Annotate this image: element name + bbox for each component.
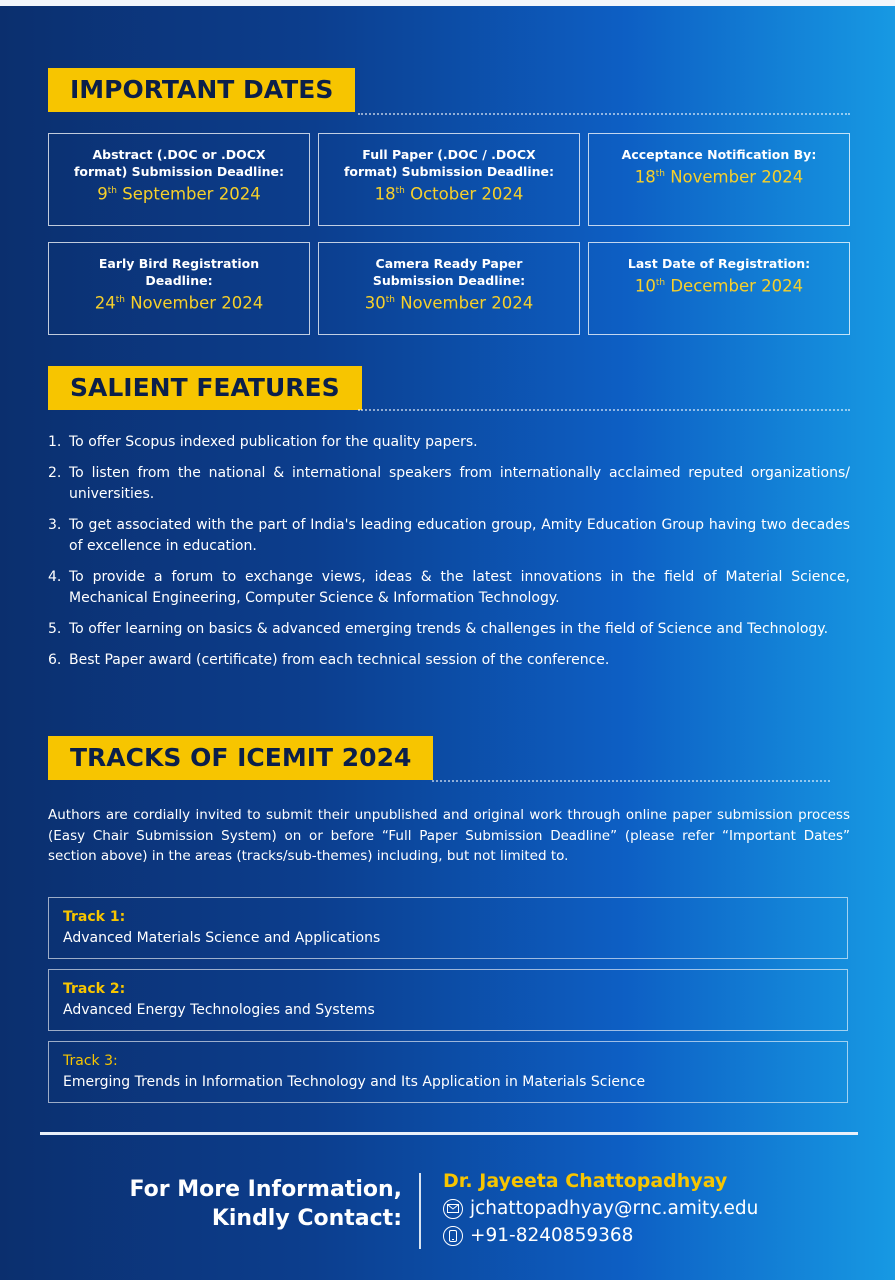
list-item: 1. To offer Scopus indexed publication for the quality papers. (48, 434, 478, 450)
date-label: Camera Ready Paper (375, 256, 523, 271)
date-box-last-registration (588, 242, 850, 335)
salient-features-heading: SALIENT FEATURES (48, 366, 362, 410)
features-list (48, 432, 850, 681)
section-divider (40, 1132, 858, 1135)
date-label: Deadline: (145, 273, 213, 288)
track-description: Advanced Energy Technologies and Systems (63, 1002, 375, 1018)
date-label: format) Submission Deadline: (343, 164, 555, 179)
date-value: 30th November 2024 (364, 293, 534, 313)
track-title: Track 3: (63, 1053, 118, 1069)
date-box-acceptance (588, 133, 850, 226)
email-icon (443, 1199, 463, 1219)
date-label: Abstract (.DOC or .DOCX (92, 147, 266, 162)
date-value: 10th December 2024 (634, 276, 804, 296)
track-box-2 (48, 969, 848, 1031)
date-box-abstract (48, 133, 310, 226)
contact-phone-row (443, 1225, 633, 1246)
date-label: Early Bird Registration (98, 256, 260, 271)
heading-divider (432, 780, 830, 782)
track-box-3 (48, 1041, 848, 1103)
phone-icon (443, 1226, 463, 1246)
date-label: Submission Deadline: (372, 273, 526, 288)
contact-name: Dr. Jayeeta Chattopadhyay (443, 1170, 728, 1192)
contact-phone[interactable]: +91-8240859368 (470, 1225, 634, 1246)
track-description: Advanced Materials Science and Applications (63, 930, 381, 946)
track-title: Track 2: (63, 981, 126, 997)
tracks-heading: TRACKS OF ICEMIT 2024 (48, 736, 433, 780)
heading-divider (358, 409, 850, 411)
contact-email[interactable]: jchattopadhyay@rnc.amity.edu (470, 1198, 759, 1219)
contact-divider (419, 1173, 421, 1249)
track-box-1 (48, 897, 848, 959)
date-value: 18th October 2024 (374, 184, 524, 204)
date-label: Acceptance Notification By: (621, 147, 817, 162)
date-label: Last Date of Registration: (627, 256, 811, 271)
date-label: Full Paper (.DOC / .DOCX (362, 147, 536, 162)
date-box-camera-ready (318, 242, 580, 335)
tracks-intro: Authors are cordially invited to submit their unpublished and original work through online paper submission process (Easy Chair Submission System) on or before “Full Paper Submission Deadline” (please refer “Important Dates” section above) in the areas (tracks/sub-themes) including, but not limited to. (48, 807, 850, 864)
track-description: Emerging Trends in Information Technology and Its Application in Materials Science (63, 1074, 646, 1090)
list-item: 3. To get associated with the part of India's leading education group, Amity Education Group having two decades of excellence in education. (48, 517, 850, 554)
date-value: 18th November 2024 (634, 167, 804, 187)
date-value: 24th November 2024 (94, 293, 264, 313)
list-item: 2. To listen from the national & international speakers from internationally acclaimed reputed organizations/ universities. (48, 465, 850, 502)
heading-divider (358, 113, 850, 115)
important-dates-heading: IMPORTANT DATES (48, 68, 355, 112)
date-box-full-paper (318, 133, 580, 226)
date-box-early-bird (48, 242, 310, 335)
list-item: 4. To provide a forum to exchange views, ideas & the latest innovations in the field of Material Science, Mechanical Engineering, Computer Science & Information Technology. (48, 569, 850, 606)
date-label: format) Submission Deadline: (73, 164, 285, 179)
contact-email-row (443, 1198, 758, 1219)
date-value: 9th September 2024 (97, 184, 261, 204)
contact-prompt: For More Information, Kindly Contact: (129, 1177, 402, 1231)
list-item: 5. To offer learning on basics & advanced emerging trends & challenges in the field of Science and Technology. (48, 621, 829, 637)
track-title: Track 1: (63, 909, 126, 925)
list-item: 6. Best Paper award (certificate) from each technical session of the conference. (48, 652, 610, 668)
